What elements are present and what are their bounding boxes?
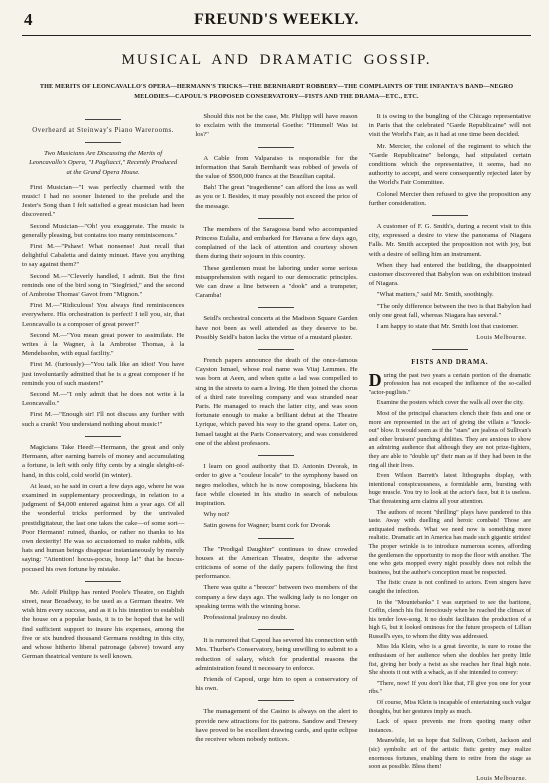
- column-2: [195, 112, 357, 752]
- paragraph: Miss Ida Klein, who is a great favorite, is sure to rouse the enthusiasm of her audience when she doubles her pretty little fist, giving her body a twist as she reaches her final high note. She shoots it out with a whack, as if she intended to convey:: [368, 643, 531, 677]
- divider: [258, 147, 294, 148]
- paragraph-text: uring the past two years a certain portion of the dramatic profession has not escaped the influence of the so-called "actor-pugilists.": [368, 371, 531, 396]
- paragraph: [368, 369, 531, 398]
- paper-title: FREUND'S WEEKLY.: [194, 11, 359, 28]
- paragraph: Of course, Miss Klein is incapable of entertaining such vulgar thoughts, but her gestures imply as much.: [368, 699, 531, 715]
- masthead: [22, 6, 531, 32]
- paragraph: "The only difference between the two is that Babylon had only one great fall, whereas Niagara has several.": [368, 302, 531, 319]
- paragraph: First M. (furiously)—"You talk like an idiot! You have just involuntarily admitted that he is a great composer if he reminds you of such masters!": [22, 361, 185, 387]
- paragraph: First M.—"Enough sir! I'll not discuss any further with such a crank! You understand nothing about music!": [22, 411, 185, 428]
- paragraph: I am happy to state that Mr. Smith lost that customer.: [376, 323, 519, 331]
- column-1: [22, 112, 184, 752]
- divider: [258, 349, 294, 350]
- paragraph: Examine the posters which cover the walls all over the city.: [376, 399, 524, 407]
- paragraph: When they had entered the building, the disappointed customer discovered that Babylon was on exhibition instead of Niagara.: [368, 261, 531, 288]
- divider: [258, 307, 294, 308]
- paragraph: It is owing to the bungling of the Chicago representative in Paris that the celebrated "Garde Republicaine" will not visit the World's Fair, as it had at one time been decided.: [368, 113, 531, 139]
- paragraph: These gentlemen must be laboring under some serious misapprehension with regard to our democratic principles. We can draw a line between a "dook" and a trumpeter, Caramba!: [195, 264, 358, 300]
- paragraph: Second Musician—"Oh! you exaggerate. The music is generally pleasing, but contains too many reminiscences.": [22, 222, 185, 239]
- section-title: MUSICAL AND DRAMATIC GOSSIP.: [121, 52, 432, 68]
- italic-intro: Two Musicians Are Discussing the Merits of Leoncavallo's Opera, "I Pagliacci," Recently Produced at the Grand Opera House.: [29, 150, 178, 176]
- divider: [258, 538, 294, 539]
- paragraph: First M.—"Ridiculous! You always find reminiscences everywhere. His orchestration is perfect! I tell you, sir, that Leoncavallo is a composer of great power!": [22, 302, 185, 328]
- signature: Louis Melbourne.: [476, 774, 527, 782]
- divider: [85, 142, 121, 143]
- divider: [432, 215, 468, 216]
- paragraph: The management of the Casino is always on the alert to provide new attractions for its patrons. Sandow and Trewey have proved to be excellent drawing cards, and quite eclipse the receiver whom nobody notices.: [195, 708, 358, 743]
- column-3: [368, 112, 531, 782]
- paragraph: Professional jealousy no doubt.: [203, 613, 288, 621]
- paragraph: I learn on good authority that D. Antonin Dvorak, in order to give a "couleur locale" to the symphony based on negro melodies, which he is now composing, blackens his face while closeted in his studio in search of nebulous inspiration.: [195, 463, 358, 507]
- paragraph: Mr. Mercier, the colonel of the regiment to which the "Garde Republicaine" belongs, had stipulated certain conditions which the representative, it seems, had no authority to accept, and were consequently rejected later by the World's Fair Committee.: [368, 142, 531, 187]
- paragraph: Seidl's orchestral concerts at the Madison Square Garden have not been as well attended as they deserve to be. Possibly Seidl's baton lacks the virtue of a mustard plaster.: [195, 315, 358, 341]
- divider: [258, 455, 294, 456]
- paragraph: Magicians Take Heed!—Hermann, the great and only Hermann, after earning barrels of money and accumulating a fortune, is left with only fifty cents by a single sleight-of-hand, in this cold, cold world (in winter).: [22, 443, 185, 479]
- paragraph: Second M.—"Cleverly handled, I admit. But the first reminds one of the bird song in "Siegfried," and the second of Ambroise Thomas' Gavot from "Mignon.": [22, 272, 185, 299]
- paragraph: Lack of space prevents me from quoting many other instances.: [368, 718, 531, 734]
- paragraph: A customer of F. G. Smith's, during a recent visit to this city, expressed a desire to view the panorama of Niagara Falls. Mr. Smith accepted the proposition not with joy, but with a desire of selling him an instrument.: [368, 223, 531, 258]
- article-columns: [22, 112, 531, 782]
- paragraph: Second M.—"I only admit that he does not write à la Leoncavallo.": [22, 391, 185, 408]
- dialogue: [22, 183, 184, 429]
- paragraph: At least, so he said in court a few days ago, where he was examined in supplementary proceedings, in relation to a judgment of $4,000 entered against him a year ago. Of all the wonderful tricks performed by the unrivaled prestidigitateur, the last one takes the cake—of some sort—Poor Hermann! ruined, thanks, or rather no thanks to his own dexterity! He was so accustomed to make rabbits, silk hats and human beings disappear instantaneously by merely saying: "Attention! hocus-pocus, hoop la!" that he hocus-pocused his own fortune by mistake.: [22, 482, 185, 573]
- paragraph: The "Prodigal Daughter" continues to draw crowded houses at the American Theatre, despite the adverse criticisms of some of the daily papers following the first performance.: [195, 545, 358, 581]
- divider: [258, 700, 294, 701]
- deck-summary: THE MERITS OF LEONCAVALLO'S OPERA—HERMANN'S TRICKS—THE BERNHARDT ROBBERY—THE COMPLAINTS OF THE INFANTA'S BAND—NEGRO MELODIES—CAPOUL'S PROPOSED CONSERVATORY—FISTS AND THE DRAMA—ETC., ETC.: [39, 83, 514, 100]
- paragraph: Even Wilson Barrett's latest lithographs display, with intentional conspicuousness, a formidable arm, bursting with huge muscle. You try to look at the actor's face, but it is useless. That threatening arm claims all your attention.: [368, 472, 531, 505]
- paragraph: First M.—"Pshaw! What nonsense! Just recall that delightful Cabaletta and dainty minuet. Have you anything to say against them?": [22, 243, 185, 269]
- column-1-heading: Overheard at Steinway's Piano Warerooms.: [32, 127, 175, 134]
- paragraph: Second M.—"You mean great power to assimilate. He writes à la Wagner, à la Ambroise Thomas, à la Mendelssohn, with equal facility.": [22, 331, 185, 358]
- paragraph: It is rumored that Capoul has severed his connection with Mrs. Thurber's Conservatory, being unwilling to submit to a reduction of salary, which for prudential reasons the administration found it necessary to enforce.: [195, 637, 358, 672]
- paragraph: The fistic craze is not confined to actors. Even singers have caught the infection.: [368, 579, 531, 595]
- paragraph: Why not?: [203, 511, 230, 519]
- divider: [85, 581, 121, 582]
- paragraph: "There, now! If you don't like that, I'll give you one for your ribs.": [368, 679, 531, 696]
- divider: [258, 629, 294, 630]
- header-rule: [22, 35, 531, 36]
- drop-cap: D: [368, 369, 382, 390]
- paragraph: First Musician—"I was perfectly charmed with the music! I had no sooner listened to the prelude and the Jester's Song than I felt satisfied a great musician had been discovered.": [22, 183, 185, 219]
- paragraph: Satin gowns for Wagner; burnt cork for Dvorak: [203, 522, 331, 530]
- paragraph: In the "Mountebanks" I was surprised to see the baritone, Coffin, clench his fist ferociously when he reached the climax of his tender love-song. It no doubt facilitates the production of a high G, but it looked ominous for the future prospects of Lillian Russell's eyes, to whom the ditty was addressed.: [368, 598, 531, 640]
- divider: [258, 218, 294, 219]
- paragraph: Friends of Capoul, urge him to open a conservatory of his own.: [195, 675, 358, 693]
- paragraph: Colonel Mercier then refused to give the proposition any further consideration.: [368, 190, 531, 207]
- fists-and-drama-article: [368, 369, 531, 772]
- paragraph: Meanwhile, let us hope that Sullivan, Corbett, Jackson and (sic) symbolic art of the artistic fistic gentry may realize enormous fortunes, enabling them to retire from the stage as soon as possible. Bless them!: [368, 737, 531, 771]
- signature: Louis Melbourne.: [476, 334, 527, 342]
- paragraph: The authors of recent "thrilling" plays have pandered to this taste. Away with duelling and heroic combats! Those are antiquated methods. What we need now is something more realistic. Dramatic art in America has made such gigantic strides! The proper wrinkle is to introduce numerous scenes, affording the gentlemen the opportunity to mop the floor with another. The one who gets mopped every night possibly does not relish the business, but the author's conception must be respected.: [368, 508, 531, 576]
- paragraph: French papers announce the death of the once-famous Cayston Ismael, whose real name was Vitaj Lemmes. He was born at Aeen, and when quite a lad was compelled to sing in the streets to earn a living. He then joined the chorus of a third rate traveling company and was stranded near Paris. He managed to reach the latter city, and was soon fortunate enough to make a brilliant debut at the Theatre Lyrique, which paved his way to the grand opera. Later on, Ismael taught at the Paris Conservatory, and was considered one of the ablest professors.: [195, 357, 358, 447]
- paragraph: Bah! The great "tragedienne" can afford the loss as well as you or I. Besides, it may possibly not exceed the price of the message.: [195, 184, 358, 210]
- fists-and-drama-heading: FISTS AND DRAMA.: [411, 359, 489, 367]
- paragraph: Most of the principal characters clench their fists and one or more are represented in the act of giving the villain a "knock-out" blow. It would seem as if the "stars" are jealous of Sullivan's and other bruisers' punching abilities. They are anxious to show an admiring audience that although they are not prize-fighters, they are able to "double up" their man as if they had been in the ring all their lives.: [368, 410, 531, 469]
- divider: [432, 349, 468, 350]
- divider: [85, 436, 121, 437]
- paragraph: The members of the Saragossa band who accompanied Princess Eulalia, and embarked for Havana a few days ago, complained of the lack of attention and courtesy shown them during their sojourn in this country.: [195, 225, 358, 261]
- paragraph: Mr. Adolf Philipp has rented Poole's Theatre, on Eighth street, near Broadway, to be used as a German theatre. We wish him every success, and as it is his intention to establish the house on a popular basis, it is to be hoped that he will find sufficient support to insure his expenses, among the five or six hundred thousand Germans residing in this city, and whose hitherto liberal patronage (above) toward any German theatrical venture is well known.: [22, 588, 185, 661]
- paragraph: There was quite a "breeze" between two members of the company a few days ago. The walking lady is no longer on speaking terms with the winning horse.: [195, 584, 358, 610]
- divider: [85, 119, 121, 120]
- paragraph: "What matters," said Mr. Smith, soothingly.: [376, 291, 494, 299]
- paragraph: A Cable from Valparaiso is responsible for the information that Sarah Bernhardt was robbed of jewels of the value of $500,000 francs at the Brazilian capital.: [195, 154, 358, 181]
- page-number: 4: [24, 10, 33, 29]
- paragraph: Should this not be the case, Mr. Philipp will have reason to exclaim with the immortal Goethe: "Himmel! Was ist los?": [195, 113, 358, 139]
